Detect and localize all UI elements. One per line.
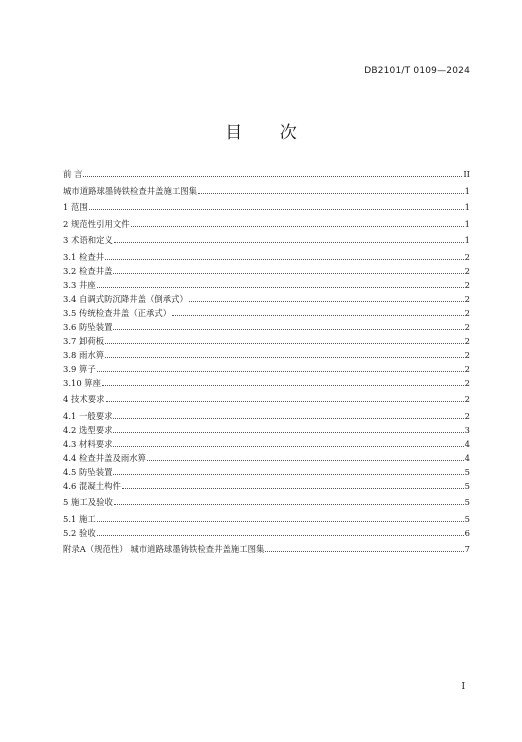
toc-entry-page: 2 (464, 293, 470, 304)
dot-leader (113, 273, 463, 274)
page-title: 目 次 (225, 123, 313, 143)
toc-entry[interactable] (63, 262, 470, 276)
dot-leader (189, 301, 464, 302)
toc-entry[interactable] (63, 304, 470, 318)
toc-entry-title: 3.2 检查井盖 (63, 265, 113, 276)
standard-code: DB2101/T 0109—2024 (364, 66, 470, 76)
toc-entry[interactable] (63, 449, 470, 463)
toc-entry[interactable] (63, 231, 470, 245)
toc-entry-title: 4.6 混凝土构件 (63, 480, 121, 491)
toc-entry-title: 3.3 井座 (63, 279, 96, 290)
dot-leader (113, 418, 463, 419)
toc-entry[interactable] (63, 346, 470, 360)
toc-entry-page: 4 (464, 438, 470, 449)
toc-entry-title: 4.3 材料要求 (63, 438, 113, 449)
toc-entry-title: 3.6 防坠装置 (63, 321, 113, 332)
dot-leader (106, 401, 464, 402)
toc-entry-title: 5.2 验收 (63, 527, 96, 538)
toc-entry[interactable] (63, 435, 470, 449)
toc-entry-page: 2 (464, 377, 470, 388)
toc-entry-page: 2 (464, 251, 470, 262)
toc-entry[interactable] (63, 332, 470, 346)
toc-entry-page: 5 (464, 513, 470, 524)
dot-leader (113, 474, 463, 475)
toc-entry-page: 7 (464, 544, 470, 554)
toc-entry-title: 3.8 雨水箅 (63, 349, 105, 360)
toc-entry-page: 1 (464, 202, 470, 212)
dot-leader (105, 343, 464, 344)
toc-entry-title: 3 术语和定义 (63, 235, 113, 245)
toc-entry[interactable] (63, 477, 470, 491)
toc-entry-title: 5.1 施工 (63, 513, 96, 524)
toc-entry-page: 2 (464, 410, 470, 421)
toc-entry-page: 5 (464, 480, 470, 491)
dot-leader (97, 371, 464, 372)
dot-leader (102, 385, 464, 386)
dot-leader (97, 535, 464, 536)
dot-leader (131, 226, 464, 227)
toc-entry-title: 3.5 传统检查井盖（正承式） (63, 307, 172, 318)
toc-entry[interactable] (63, 463, 470, 477)
toc-entry[interactable] (63, 248, 470, 262)
toc-entry-title: 3.7 卸荷板 (63, 335, 105, 346)
toc-entry-page: 5 (464, 497, 470, 507)
page-number: I (461, 682, 465, 692)
toc-entry-title: 城市道路球墨铸铁检查井盖施工图集 (63, 185, 197, 196)
toc-entry[interactable] (63, 290, 470, 304)
toc-entry-page: 1 (464, 218, 470, 229)
toc-entry-page: II (463, 169, 470, 179)
toc-entry[interactable] (63, 360, 470, 374)
toc-entry-page: 5 (464, 466, 470, 477)
toc-entry[interactable] (63, 215, 470, 229)
toc-entry-page: 4 (464, 452, 470, 463)
toc-entry[interactable] (63, 182, 470, 196)
dot-leader (198, 193, 464, 194)
dot-leader (114, 504, 464, 505)
toc-entry[interactable] (63, 407, 470, 421)
toc-entry[interactable] (63, 374, 470, 388)
toc-entry-page: 2 (464, 307, 470, 318)
toc-entry-title: 5 施工及验收 (63, 497, 113, 507)
toc-entry-page: 2 (464, 363, 470, 374)
toc-entry[interactable] (63, 493, 470, 507)
dot-leader (89, 209, 464, 210)
toc-entry[interactable] (63, 524, 470, 538)
dot-leader (147, 460, 464, 461)
dot-leader (265, 551, 463, 552)
toc-entry-title: 前 言 (63, 169, 83, 179)
dot-leader (105, 259, 464, 260)
toc-entry-title: 4.5 防坠装置 (63, 466, 113, 477)
toc-entry-page: 2 (464, 335, 470, 346)
toc-entry-title: 4.4 检查井盖及雨水箅 (63, 452, 146, 463)
toc-entry[interactable] (63, 198, 470, 212)
toc-entry-page: 2 (464, 349, 470, 360)
toc-entry[interactable] (63, 318, 470, 332)
dot-leader (105, 357, 464, 358)
toc-entry-page: 3 (464, 424, 470, 435)
toc-entry-title: 3.4 自调式防沉降井盖（倒承式） (63, 293, 188, 304)
toc-entry[interactable] (63, 510, 470, 524)
toc-entry[interactable] (63, 421, 470, 435)
toc-entry-title: 附录A（规范性） 城市道路球墨铸铁检查井盖施工图集 (63, 544, 265, 554)
dot-leader (97, 287, 464, 288)
toc-entry-title: 3.1 检查井 (63, 251, 105, 262)
toc-entry[interactable] (63, 165, 470, 179)
dot-leader (113, 329, 463, 330)
toc-entry-title: 4 技术要求 (63, 394, 105, 404)
dot-leader (83, 176, 462, 177)
toc-entry-page: 1 (464, 185, 470, 196)
toc-entry-page: 2 (464, 265, 470, 276)
dot-leader (172, 315, 464, 316)
toc-entry-title: 3.9 箅子 (63, 363, 96, 374)
dot-leader (114, 242, 464, 243)
table-of-contents (63, 165, 470, 554)
toc-entry-page: 6 (464, 527, 470, 538)
dot-leader (97, 521, 464, 522)
toc-entry-title: 2 规范性引用文件 (63, 218, 130, 229)
toc-entry-title: 3.10 箅座 (63, 377, 102, 388)
dot-leader (113, 432, 463, 433)
toc-entry[interactable] (63, 540, 470, 554)
toc-entry-page: 2 (464, 279, 470, 290)
toc-entry-title: 1 范围 (63, 202, 88, 212)
toc-entry-page: 2 (464, 321, 470, 332)
toc-entry-page: 2 (464, 394, 470, 404)
toc-entry-title: 4.1 一般要求 (63, 410, 113, 421)
toc-entry-title: 4.2 选型要求 (63, 424, 113, 435)
toc-entry-page: 1 (464, 235, 470, 245)
toc-entry[interactable] (63, 390, 470, 404)
dot-leader (122, 488, 464, 489)
toc-entry[interactable] (63, 276, 470, 290)
dot-leader (113, 446, 463, 447)
